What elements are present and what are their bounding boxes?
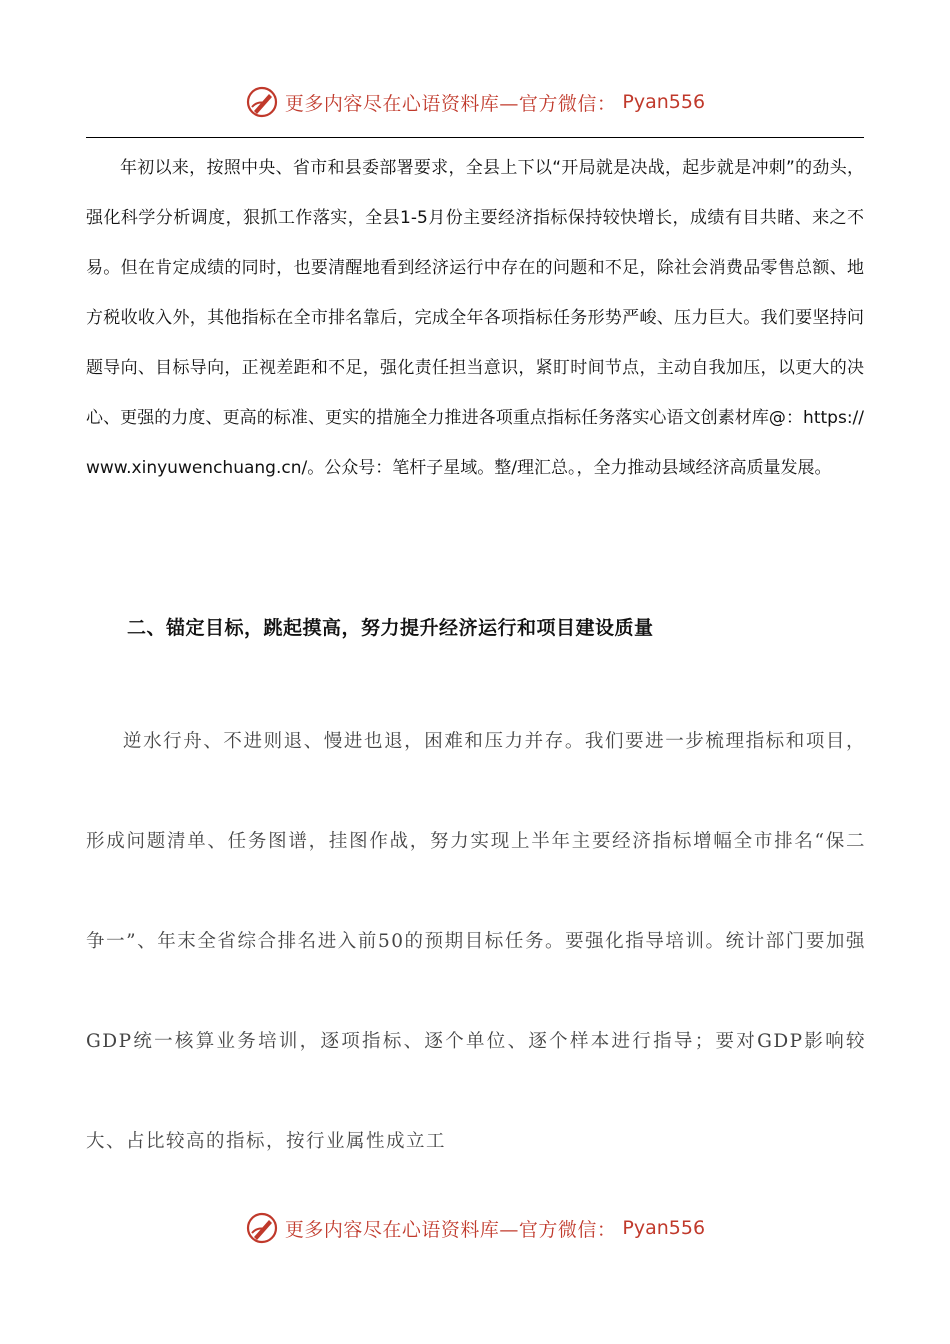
section-heading: 二、锚定目标，跳起摸高，努力提升经济运行和项目建设质量 (127, 617, 654, 639)
footer-brand-text: 更多内容尽在心语资料库—官方微信： (284, 1218, 617, 1241)
header-divider (86, 137, 864, 138)
body-paragraph-1: 年初以来，按照中央、省市和县委部署要求，全县上下以“开局就是决战，起步就是冲刺”的劲头，强化科学分析调度，狠抓工作落实，全县1-5月份主要经济指标保持较快增长，成绩有目共睹、来之不易。但在肯定成绩的同时，也要清醒地看到经济运行中存在的问题和不足，除社会消费品零售总额、地方税收收入外，其他指标在全市排名靠后，完成全年各项指标任务形势严峻、压力巨大。我们要坚持问题导向、目标导向，正视差距和不足，强化责任担当意识，紧盯时间节点，主动自我加压，以更大的决心、更强的力度、更高的标准、更实的措施全力推进各项重点指标任务落实心语文创素材库@：https://www.xinyuwenchuang.cn/。公众号：笔杆子星域。整/理汇总。，全力推动县域经济高质量发展。 (86, 158, 864, 478)
pen-logo-icon (245, 85, 279, 119)
header-wechat-id: Pyan556 (622, 91, 706, 113)
pen-logo-icon (245, 1211, 279, 1245)
body-paragraph-2: 逆水行舟、不进则退、慢进也退，困难和压力并存。我们要进一步梳理指标和项目，形成问题清单、任务图谱，挂图作战，努力实现上半年主要经济指标增幅全市排名“保二争一”、年末全省综合排名进入前50的预期目标任务。要强化指导培训。统计部门要加强GDP统一核算业务培训，逐项指标、逐个单位、逐个样本进行指导；要对GDP影响较大、占比较高的指标，按行业属性成立工 (86, 731, 866, 1152)
header-brand-bar (0, 82, 950, 122)
footer-brand-bar (0, 1208, 950, 1248)
footer-wechat-id: Pyan556 (622, 1217, 706, 1239)
header-brand-text: 更多内容尽在心语资料库—官方微信： (284, 92, 617, 115)
